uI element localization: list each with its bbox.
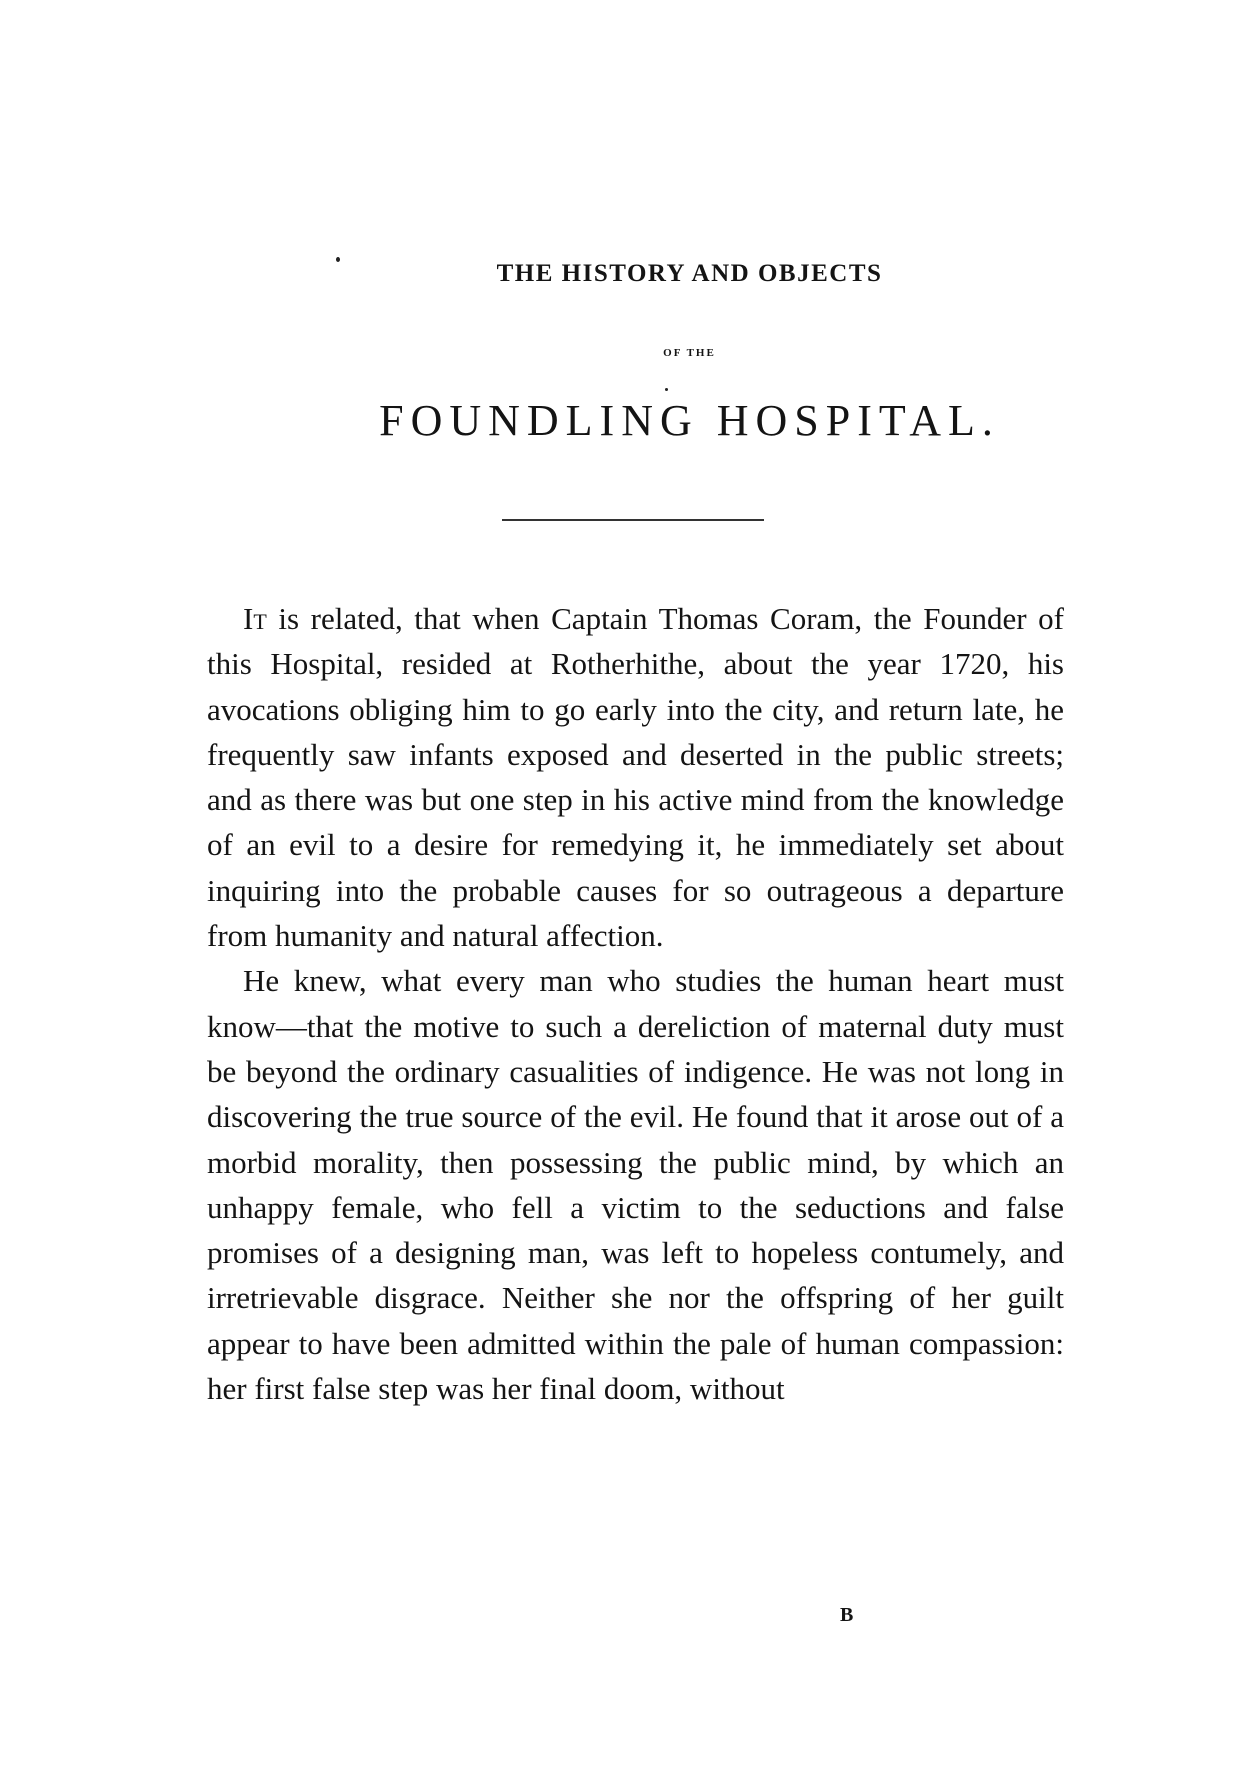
paragraph-1-text: is related, that when Captain Thomas Coram, the Founder of this Hospital, resided at Rotherhithe, about the year 1720, his avocations obliging him to go early into the city, and return late, he frequently saw infants exposed and deserted in the public streets; and as there was but one step in his active mind from the knowledge of an evil to a desire for remedying it, he immediately set about inquiring into the probable causes for so outrageous a departure from humanity and natural affection. [207,601,1064,954]
header-line1: THE HISTORY AND OBJECTS [496,260,883,287]
body-text [207,596,1064,1411]
paragraph-1 [207,596,1064,958]
divider-rule [502,519,764,521]
paragraph-2: He knew, what every man who studies the human heart must know—that the motive to such a dereliction of maternal duty must be beyond the ordinary casualities of indigence. He was not long in discovering the true source of the evil. He found that it arose out of a morbid morality, then possessing the public mind, by which an unhappy female, who fell a victim to the seductions and false promises of a designing man, was left to hopeless contumely, and irretrievable disgrace. Neither she nor the offspring of her guilt appear to have been admitted within the pale of human compassion: her first false step was her final doom, without [207,963,1064,1407]
signature-mark: B [840,1604,854,1626]
paragraph-1-first-word: It [243,601,267,636]
ink-speck [665,388,668,391]
page-title: FOUNDLING HOSPITAL. [379,396,1000,445]
header-line2: OF THE [663,347,716,359]
